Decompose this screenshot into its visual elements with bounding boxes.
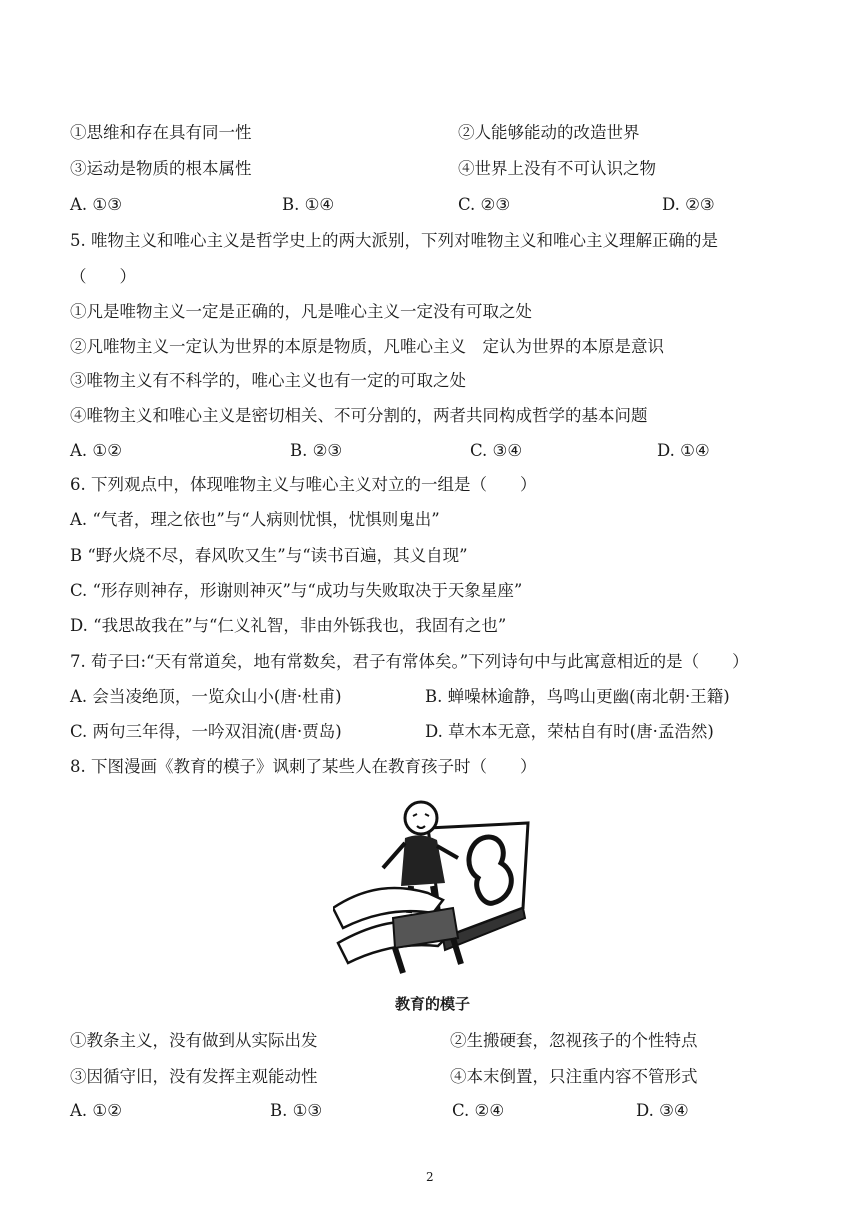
cartoon-caption: 教育的模子 xyxy=(395,995,471,1013)
q8-option-b: B. ①③ xyxy=(270,1101,323,1120)
q4-option-a: A. ①③ xyxy=(70,195,122,214)
q5-option-d: D. ①④ xyxy=(657,441,710,460)
q4-option-c: C. ②③ xyxy=(458,195,511,214)
q5-item-1: ①凡是唯物主义一定是正确的，凡是唯心主义一定没有可取之处 xyxy=(70,302,532,321)
q4-option-b: B. ①④ xyxy=(282,195,335,214)
q5-item-4: ④唯物主义和唯心主义是密切相关、不可分割的，两者共同构成哲学的基本问题 xyxy=(70,406,648,425)
q8-option-d: D. ③④ xyxy=(636,1101,689,1120)
q5-option-a: A. ①② xyxy=(70,441,122,460)
q8-item-4: ④本末倒置，只注重内容不管形式 xyxy=(450,1067,698,1086)
page-number: 2 xyxy=(426,1170,434,1184)
q5-option-b: B. ②③ xyxy=(290,441,343,460)
q5-stem: 5. 唯物主义和唯心主义是哲学史上的两大派别，下列对唯物主义和唯心主义理解正确的是 xyxy=(70,231,718,250)
q7-option-c: C. 两句三年得，一吟双泪流(唐·贾岛) xyxy=(70,722,342,741)
q7-option-a: A. 会当凌绝顶，一览众山小(唐·杜甫) xyxy=(70,687,342,706)
education-mold-cartoon xyxy=(333,788,533,978)
q7-option-b: B. 蝉噪林逾静，鸟鸣山更幽(南北朝·王籍) xyxy=(425,687,730,706)
q8-option-c: C. ②④ xyxy=(452,1101,505,1120)
q6-option-c: C. “形存则神存，形谢则神灭”与“成功与失败取决于天象星座” xyxy=(70,581,523,600)
q5-answer-blank: （ ） xyxy=(70,267,136,286)
q8-item-3: ③因循守旧，没有发挥主观能动性 xyxy=(70,1067,318,1086)
q4-item-4: ④世界上没有不可认识之物 xyxy=(458,159,656,178)
q4-item-3: ③运动是物质的根本属性 xyxy=(70,159,252,178)
q4-item-2: ②人能够能动的改造世界 xyxy=(458,123,640,142)
cartoon-illustration xyxy=(333,788,533,978)
q7-stem: 7. 荀子曰:“天有常道矣，地有常数矣，君子有常体矣。”下列诗句中与此寓意相近的是（ ） xyxy=(70,652,749,671)
q7-option-d: D. 草木本无意，荣枯自有时(唐·孟浩然) xyxy=(425,722,714,741)
q8-item-2: ②生搬硬套，忽视孩子的个性特点 xyxy=(450,1031,698,1050)
q5-option-c: C. ③④ xyxy=(470,441,523,460)
q4-option-d: D. ②③ xyxy=(662,195,715,214)
q8-item-1: ①教条主义，没有做到从实际出发 xyxy=(70,1031,318,1050)
q5-item-2: ②凡唯物主义一定认为世界的本原是物质，凡唯心主义 定认为世界的本原是意识 xyxy=(70,337,664,356)
q8-option-a: A. ①② xyxy=(70,1101,122,1120)
q6-option-d: D. “我思故我在”与“仁义礼智，非由外铄我也，我固有之也” xyxy=(70,616,507,635)
q8-stem: 8. 下图漫画《教育的模子》讽刺了某些人在教育孩子时（ ） xyxy=(70,757,537,776)
q4-item-1: ①思维和存在具有同一性 xyxy=(70,123,252,142)
q6-stem: 6. 下列观点中，体现唯物主义与唯心主义对立的一组是（ ） xyxy=(70,475,537,494)
q5-item-3: ③唯物主义有不科学的，唯心主义也有一定的可取之处 xyxy=(70,371,466,390)
q6-option-a: A. “气者，理之依也”与“人病则忧惧，忧惧则鬼出” xyxy=(70,510,440,529)
q6-option-b: B “野火烧不尽，春风吹又生”与“读书百遍，其义自现” xyxy=(70,546,468,565)
